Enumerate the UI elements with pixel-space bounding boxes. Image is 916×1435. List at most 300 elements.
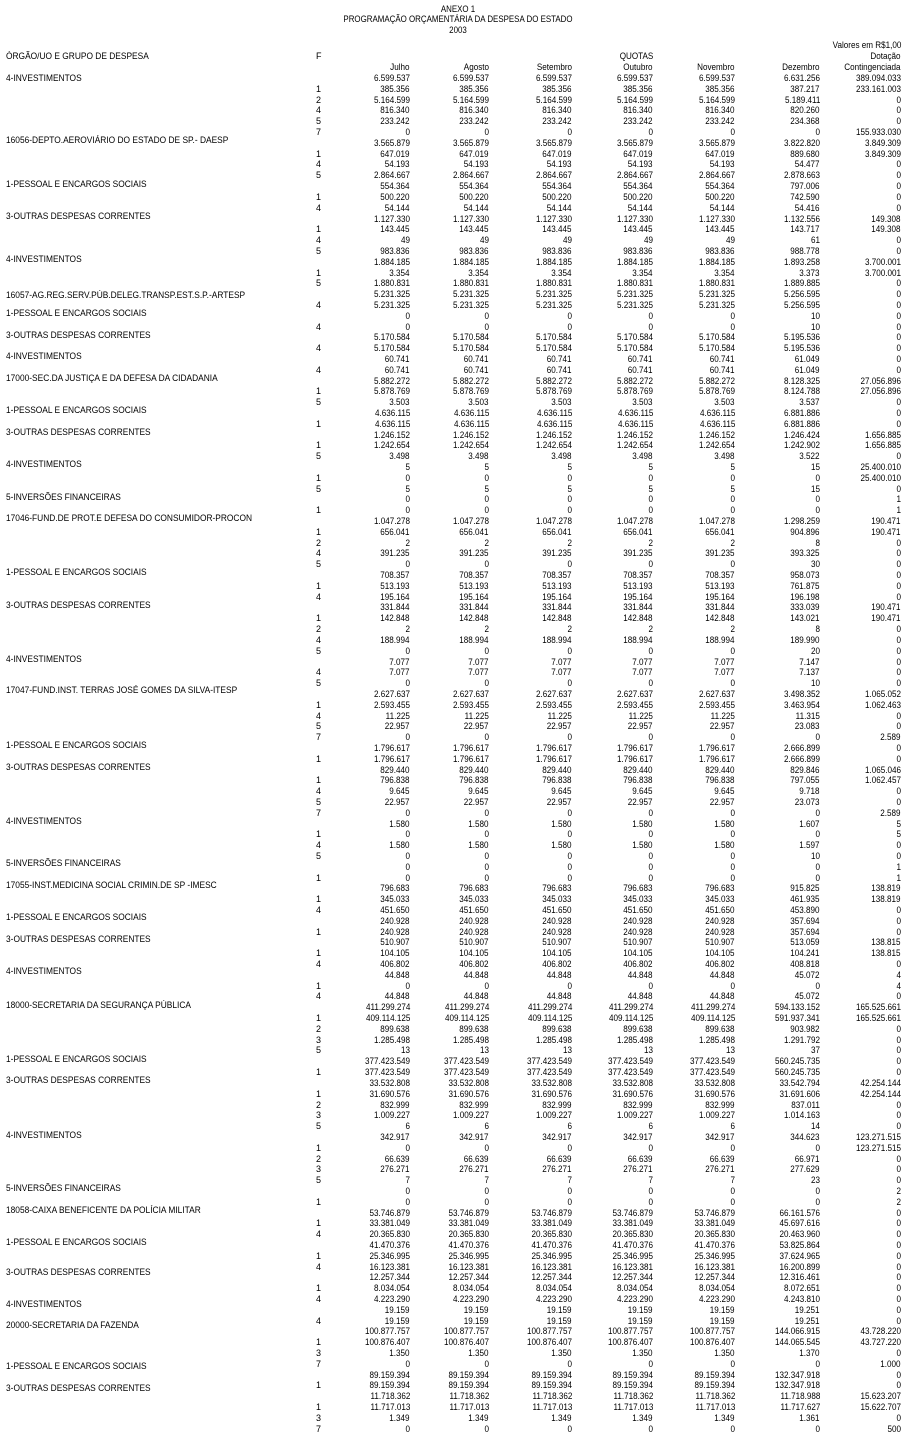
table-cell: 0 — [815, 732, 820, 743]
table-cell: 277.629 — [790, 1164, 820, 1175]
table-cell: 0 — [896, 1218, 901, 1229]
table-cell: 0 — [896, 235, 901, 246]
table-cell: 2 — [484, 624, 489, 635]
table-cell: 44.848 — [385, 969, 410, 980]
f-code: 5 — [316, 721, 322, 732]
month-header-julho: Julho — [390, 62, 410, 72]
table-cell: 27.056.896 — [860, 386, 901, 397]
f-code: 5 — [316, 851, 322, 861]
f-code: 5 — [316, 796, 322, 807]
table-cell: 7 — [405, 1175, 410, 1186]
table-cell: 240.928 — [623, 915, 653, 926]
table-cell: 33.532.808 — [448, 1077, 489, 1088]
table-cell: 1.242.654 — [616, 440, 653, 451]
table-cell: 3.354 — [468, 267, 489, 278]
f-code: 3 — [316, 1164, 322, 1175]
table-cell: 100.876.407 — [689, 1337, 735, 1348]
table-cell: 189.990 — [790, 634, 820, 645]
table-cell: 0 — [567, 851, 572, 861]
table-cell: 6.881.886 — [783, 408, 820, 418]
table-cell: 11.717.013 — [449, 1402, 489, 1412]
table-cell: 16.123.381 — [694, 1261, 735, 1272]
table-cell: 0 — [405, 861, 410, 872]
table-cell: 647.019 — [459, 148, 489, 159]
f-code: 4 — [316, 299, 322, 310]
table-cell: 0 — [896, 202, 901, 213]
table-cell: 0 — [567, 861, 572, 872]
table-cell: 1.065.052 — [864, 688, 901, 699]
table-cell: 9.645 — [551, 786, 572, 797]
table-cell: 0 — [896, 1272, 901, 1283]
table-cell: 7.077 — [468, 667, 489, 678]
table-cell: 1.796.617 — [452, 742, 489, 753]
table-cell: 53.746.879 — [694, 1207, 735, 1218]
table-cell: 796.683 — [542, 883, 572, 894]
table-cell: 1.000 — [880, 1358, 901, 1369]
table-cell: 0 — [567, 872, 572, 883]
table-cell: 0 — [815, 1142, 820, 1153]
table-cell: 2 — [567, 624, 572, 635]
table-cell: 240.928 — [459, 926, 489, 937]
table-cell: 0 — [896, 721, 901, 732]
table-cell: 41.470.376 — [694, 1239, 735, 1250]
table-cell: 22.957 — [385, 721, 410, 732]
table-cell: 0 — [730, 980, 735, 991]
f-code: 1 — [316, 1013, 322, 1023]
table-cell: 195.164 — [705, 591, 735, 602]
table-cell: 377.423.549 — [689, 1067, 735, 1078]
table-cell: 233.242 — [705, 116, 735, 127]
table-cell: 333.039 — [790, 602, 820, 613]
table-cell: 2.864.667 — [452, 170, 489, 181]
table-cell: 554.364 — [623, 181, 653, 192]
table-cell: 12.316.461 — [779, 1272, 820, 1283]
table-cell: 0 — [896, 1294, 901, 1304]
table-cell: 0 — [405, 678, 410, 689]
table-cell: 19.159 — [710, 1315, 735, 1326]
table-cell: 31.690.576 — [448, 1088, 489, 1099]
table-cell: 7.077 — [468, 656, 489, 667]
f-code: 1 — [316, 1380, 322, 1391]
table-cell: 1.796.617 — [373, 753, 410, 764]
table-cell: 451.650 — [705, 905, 735, 915]
table-cell: 190.471 — [871, 526, 901, 537]
table-cell: 0 — [484, 1423, 489, 1434]
f-code: 7 — [316, 732, 322, 743]
table-cell: 0 — [648, 1358, 653, 1369]
table-cell: 11.718.362 — [532, 1391, 572, 1402]
f-code: 4 — [316, 202, 322, 213]
table-cell: 1.246.152 — [452, 429, 489, 440]
table-cell: 4.636.115 — [374, 408, 410, 418]
table-cell: 510.907 — [623, 937, 653, 948]
table-cell: 0 — [896, 656, 901, 667]
table-cell: 0 — [896, 624, 901, 635]
table-cell: 3.354 — [551, 267, 572, 278]
table-cell: 0 — [567, 1358, 572, 1369]
table-cell: 0 — [405, 310, 410, 321]
table-cell: 5.195.536 — [783, 343, 820, 354]
table-cell: 0 — [896, 591, 901, 602]
table-cell: 331.844 — [623, 602, 653, 613]
table-cell: 0 — [896, 1175, 901, 1186]
table-cell: 2.627.637 — [535, 688, 572, 699]
table-cell: 9.718 — [799, 786, 820, 797]
table-cell: 2.864.667 — [616, 170, 653, 181]
table-cell: 12.257.344 — [448, 1272, 489, 1283]
table-cell: 2.864.667 — [535, 170, 572, 181]
table-cell: 385.356 — [705, 83, 735, 94]
f-code: 5 — [316, 116, 322, 127]
table-cell: 54.193 — [628, 159, 653, 170]
table-cell: 233.242 — [542, 116, 572, 127]
table-cell: 0 — [567, 494, 572, 505]
table-cell: 377.423.549 — [364, 1056, 410, 1067]
table-cell: 37 — [810, 1045, 820, 1056]
table-cell: 2 — [648, 537, 653, 548]
table-cell: 391.235 — [459, 548, 489, 559]
table-cell: 5.170.584 — [616, 332, 653, 343]
table-cell: 9.645 — [714, 786, 735, 797]
table-cell: 6.881.886 — [783, 418, 820, 429]
table-cell: 409.114.125 — [365, 1013, 410, 1023]
table-cell: 11.315 — [795, 710, 820, 721]
table-cell: 3.503 — [551, 397, 572, 408]
table-cell: 1.880.831 — [535, 278, 572, 289]
table-cell: 0 — [896, 1045, 901, 1056]
table-cell: 656.041 — [623, 526, 653, 537]
table-cell: 20.365.830 — [612, 1229, 653, 1240]
table-cell: 5.882.272 — [616, 375, 653, 386]
table-cell: 829.440 — [705, 764, 735, 775]
table-cell: 44.848 — [547, 991, 572, 1002]
table-cell: 4.243.810 — [783, 1294, 820, 1304]
table-cell: 143.021 — [790, 613, 820, 624]
table-cell: 100.876.407 — [526, 1337, 572, 1348]
table-cell: 1.796.617 — [373, 742, 410, 753]
table-cell: 33.532.808 — [531, 1077, 572, 1088]
table-cell: 647.019 — [542, 148, 572, 159]
table-cell: 0 — [896, 905, 901, 915]
table-cell: 820.260 — [790, 105, 820, 116]
table-cell: 0 — [405, 472, 410, 483]
table-cell: 5.170.584 — [535, 343, 572, 354]
table-cell: 0 — [896, 667, 901, 678]
table-cell: 3.522 — [799, 451, 820, 462]
table-cell: 4.636.115 — [374, 418, 410, 429]
table-cell: 142.848 — [705, 613, 735, 624]
table-cell: 899.638 — [542, 1023, 572, 1034]
table-cell: 0 — [405, 321, 410, 332]
table-cell: 5.882.272 — [535, 375, 572, 386]
table-cell: 8.072.651 — [783, 1283, 820, 1294]
table-cell: 142.848 — [380, 613, 410, 624]
table-cell: 5.231.325 — [535, 289, 572, 300]
table-cell: 0 — [730, 1142, 735, 1153]
f-code: 1 — [316, 1142, 322, 1153]
table-cell: 560.245.735 — [774, 1067, 820, 1078]
f-code: 4 — [316, 786, 322, 797]
table-cell: 331.844 — [705, 602, 735, 613]
f-code: 1 — [316, 418, 322, 429]
group-label: 4-INVESTIMENTOS — [6, 1299, 82, 1309]
table-cell: 1.062.457 — [864, 775, 901, 786]
table-cell: 0 — [648, 321, 653, 332]
table-cell: 2.666.899 — [783, 753, 820, 764]
table-cell: 1.349 — [389, 1412, 410, 1423]
table-cell: 7 — [567, 1175, 572, 1186]
table-cell: 16.123.381 — [531, 1261, 572, 1272]
f-code: 1 — [316, 1218, 322, 1229]
f-code: 4 — [316, 905, 322, 915]
table-cell: 5 — [730, 483, 735, 494]
table-cell: 816.340 — [542, 105, 572, 116]
table-cell: 1.884.185 — [535, 256, 572, 267]
table-cell: 100.877.757 — [443, 1326, 489, 1337]
table-cell: 0 — [896, 1056, 901, 1067]
f-code: 1 — [316, 1196, 322, 1207]
table-cell: 1.242.654 — [373, 440, 410, 451]
table-cell: 233.161.003 — [855, 83, 901, 94]
table-cell: 1.580 — [551, 818, 572, 829]
table-cell: 4.223.290 — [616, 1294, 653, 1304]
table-cell: 2.593.455 — [616, 699, 653, 710]
table-cell: 138.819 — [871, 894, 901, 905]
table-cell: 60.741 — [385, 353, 410, 364]
table-cell: 409.114.125 — [690, 1013, 735, 1023]
f-code: 1 — [316, 699, 322, 710]
group-label: 3-OUTRAS DESPESAS CORRENTES — [6, 427, 151, 437]
table-cell: 15.622.707 — [860, 1402, 901, 1412]
table-cell: 5.231.325 — [616, 289, 653, 300]
table-cell: 0 — [567, 1423, 572, 1434]
table-cell: 11.225 — [464, 710, 489, 721]
table-cell: 15 — [810, 462, 820, 472]
table-cell: 66.639 — [710, 1153, 735, 1164]
table-cell: 0 — [730, 1196, 735, 1207]
group-label: 1-PESSOAL E ENCARGOS SOCIAIS — [6, 1054, 147, 1064]
table-cell: 0 — [730, 1358, 735, 1369]
table-cell: 234.368 — [790, 116, 820, 127]
group-label: 17046-FUND.DE PROT.E DEFESA DO CONSUMIDOR-PROCON — [6, 513, 253, 523]
table-cell: 5.231.325 — [452, 289, 489, 300]
table-cell: 1.884.185 — [452, 256, 489, 267]
f-code: 4 — [316, 159, 322, 170]
table-cell: 33.532.808 — [369, 1077, 410, 1088]
table-cell: 0 — [896, 570, 901, 580]
table-cell: 190.471 — [871, 613, 901, 624]
table-cell: 6.599.537 — [452, 73, 489, 83]
table-cell: 342.917 — [705, 1131, 735, 1142]
table-cell: 899.638 — [623, 1023, 653, 1034]
table-cell: 0 — [896, 1229, 901, 1240]
f-code: 1 — [316, 1402, 322, 1412]
f-code: 1 — [316, 148, 322, 159]
table-cell: 377.423.549 — [443, 1056, 489, 1067]
table-cell: 240.928 — [542, 915, 572, 926]
table-cell: 0 — [815, 980, 820, 991]
table-cell: 0 — [405, 732, 410, 743]
table-cell: 0 — [484, 472, 489, 483]
table-cell: 8.034.054 — [373, 1283, 410, 1294]
table-cell: 0 — [567, 980, 572, 991]
f-code: 1 — [316, 386, 322, 397]
table-cell: 15.623.207 — [860, 1391, 901, 1402]
table-cell: 9.645 — [389, 786, 410, 797]
table-cell: 7 — [730, 1175, 735, 1186]
table-cell: 4.636.115 — [536, 408, 572, 418]
table-cell: 19.159 — [547, 1304, 572, 1315]
table-cell: 0 — [648, 1196, 653, 1207]
table-cell: 331.844 — [380, 602, 410, 613]
table-cell: 513.193 — [623, 580, 653, 591]
table-cell: 190.471 — [871, 516, 901, 526]
table-cell: 2 — [896, 1196, 901, 1207]
table-cell: 240.928 — [542, 926, 572, 937]
group-label: 5-INVERSÕES FINANCEIRAS — [6, 858, 121, 868]
table-cell: 1.880.831 — [452, 278, 489, 289]
table-cell: 8 — [815, 537, 820, 548]
table-cell: 12.257.344 — [612, 1272, 653, 1283]
table-cell: 14 — [810, 1121, 820, 1132]
f-code: 3 — [316, 1348, 322, 1358]
table-cell: 89.159.394 — [694, 1380, 735, 1391]
group-label: 17055-INST.MEDICINA SOCIAL CRIMIN.DE SP -IMESC — [6, 880, 217, 890]
table-cell: 406.802 — [623, 959, 653, 969]
f-code: 1 — [316, 83, 322, 94]
table-cell: 3.503 — [468, 397, 489, 408]
table-cell: 829.440 — [542, 764, 572, 775]
table-cell: 11.717.013 — [532, 1402, 572, 1412]
f-code: 1 — [316, 440, 322, 451]
table-cell: 0 — [730, 494, 735, 505]
table-cell: 53.746.879 — [531, 1207, 572, 1218]
f-code: 1 — [316, 191, 322, 202]
table-cell: 2.666.899 — [783, 742, 820, 753]
table-cell: 708.357 — [542, 570, 572, 580]
table-cell: 708.357 — [623, 570, 653, 580]
table-cell: 5.256.595 — [783, 289, 820, 300]
table-cell: 0 — [648, 732, 653, 743]
group-label: 3-OUTRAS DESPESAS CORRENTES — [6, 330, 151, 340]
f-code: 1 — [316, 775, 322, 786]
f-code: 7 — [316, 1358, 322, 1369]
table-cell: 3.498.352 — [783, 688, 820, 699]
contingenciada-header: Contingenciada — [844, 62, 901, 72]
table-cell: 5.878.769 — [535, 386, 572, 397]
table-cell: 0 — [648, 127, 653, 137]
table-cell: 377.423.549 — [364, 1067, 410, 1078]
table-cell: 4.636.115 — [699, 418, 735, 429]
table-cell: 0 — [405, 807, 410, 818]
table-cell: 16.123.381 — [612, 1261, 653, 1272]
table-cell: 0 — [484, 1142, 489, 1153]
table-cell: 49 — [562, 235, 572, 246]
table-cell: 1.246.152 — [616, 429, 653, 440]
table-cell: 13 — [400, 1045, 410, 1056]
table-cell: 11.225 — [710, 710, 735, 721]
table-cell: 143.445 — [542, 224, 572, 235]
table-cell: 30 — [810, 559, 820, 570]
table-cell: 19.159 — [547, 1315, 572, 1326]
table-cell: 165.525.661 — [855, 1013, 901, 1023]
table-cell: 89.159.394 — [612, 1380, 653, 1391]
table-cell: 1.132.556 — [783, 213, 820, 224]
table-cell: 0 — [405, 494, 410, 505]
table-cell: 31.690.576 — [369, 1088, 410, 1099]
table-cell: 1.285.498 — [616, 1034, 653, 1045]
f-code: 1 — [316, 980, 322, 991]
table-cell: 5.164.599 — [535, 94, 572, 105]
table-cell: 0 — [896, 343, 901, 354]
table-cell: 656.041 — [542, 526, 572, 537]
f-code: 4 — [316, 591, 322, 602]
table-cell: 8.128.325 — [783, 375, 820, 386]
table-cell: 0 — [730, 559, 735, 570]
values-note: Valores em R$1,00 — [832, 40, 901, 50]
table-cell: 2.589 — [880, 732, 901, 743]
f-code: 1 — [316, 1088, 322, 1099]
table-cell: 500.220 — [380, 191, 410, 202]
table-cell: 5 — [567, 462, 572, 472]
table-cell: 0 — [896, 408, 901, 418]
table-cell: 54.477 — [795, 159, 820, 170]
table-cell: 391.235 — [623, 548, 653, 559]
table-cell: 1.796.617 — [616, 753, 653, 764]
table-cell: 0 — [567, 807, 572, 818]
table-cell: 0 — [730, 472, 735, 483]
table-cell: 0 — [896, 710, 901, 721]
table-cell: 1.349 — [632, 1412, 653, 1423]
table-cell: 1.127.330 — [452, 213, 489, 224]
table-cell: 5 — [484, 462, 489, 472]
table-cell: 61.049 — [795, 364, 820, 375]
table-cell: 195.164 — [459, 591, 489, 602]
table-cell: 0 — [896, 170, 901, 181]
table-cell: 385.356 — [623, 83, 653, 94]
table-cell: 6 — [730, 1121, 735, 1132]
table-cell: 61.049 — [795, 353, 820, 364]
table-cell: 1.246.424 — [783, 429, 820, 440]
table-cell: 43.727.220 — [860, 1337, 901, 1348]
table-cell: 1.796.617 — [616, 742, 653, 753]
table-cell: 4.636.115 — [699, 408, 735, 418]
table-cell: 0 — [405, 1358, 410, 1369]
table-cell: 1.127.330 — [535, 213, 572, 224]
table-cell: 44.848 — [710, 991, 735, 1002]
table-cell: 0 — [648, 851, 653, 861]
table-cell: 100.876.407 — [364, 1337, 410, 1348]
table-cell: 816.340 — [623, 105, 653, 116]
table-cell: 5.231.325 — [373, 289, 410, 300]
table-cell: 66.639 — [547, 1153, 572, 1164]
table-cell: 7.077 — [632, 656, 653, 667]
table-cell: 142.848 — [623, 613, 653, 624]
table-cell: 1.009.227 — [535, 1110, 572, 1121]
table-cell: 0 — [567, 678, 572, 689]
table-cell: 832.999 — [542, 1099, 572, 1110]
table-cell: 513.193 — [542, 580, 572, 591]
table-cell: 19.159 — [710, 1304, 735, 1315]
table-cell: 7.077 — [632, 667, 653, 678]
table-cell: 1 — [896, 494, 901, 505]
table-cell: 188.994 — [459, 634, 489, 645]
table-cell: 0 — [567, 645, 572, 656]
table-cell: 796.838 — [705, 775, 735, 786]
table-cell: 19.159 — [628, 1304, 653, 1315]
table-cell: 5.170.584 — [452, 332, 489, 343]
table-cell: 1.127.330 — [698, 213, 735, 224]
